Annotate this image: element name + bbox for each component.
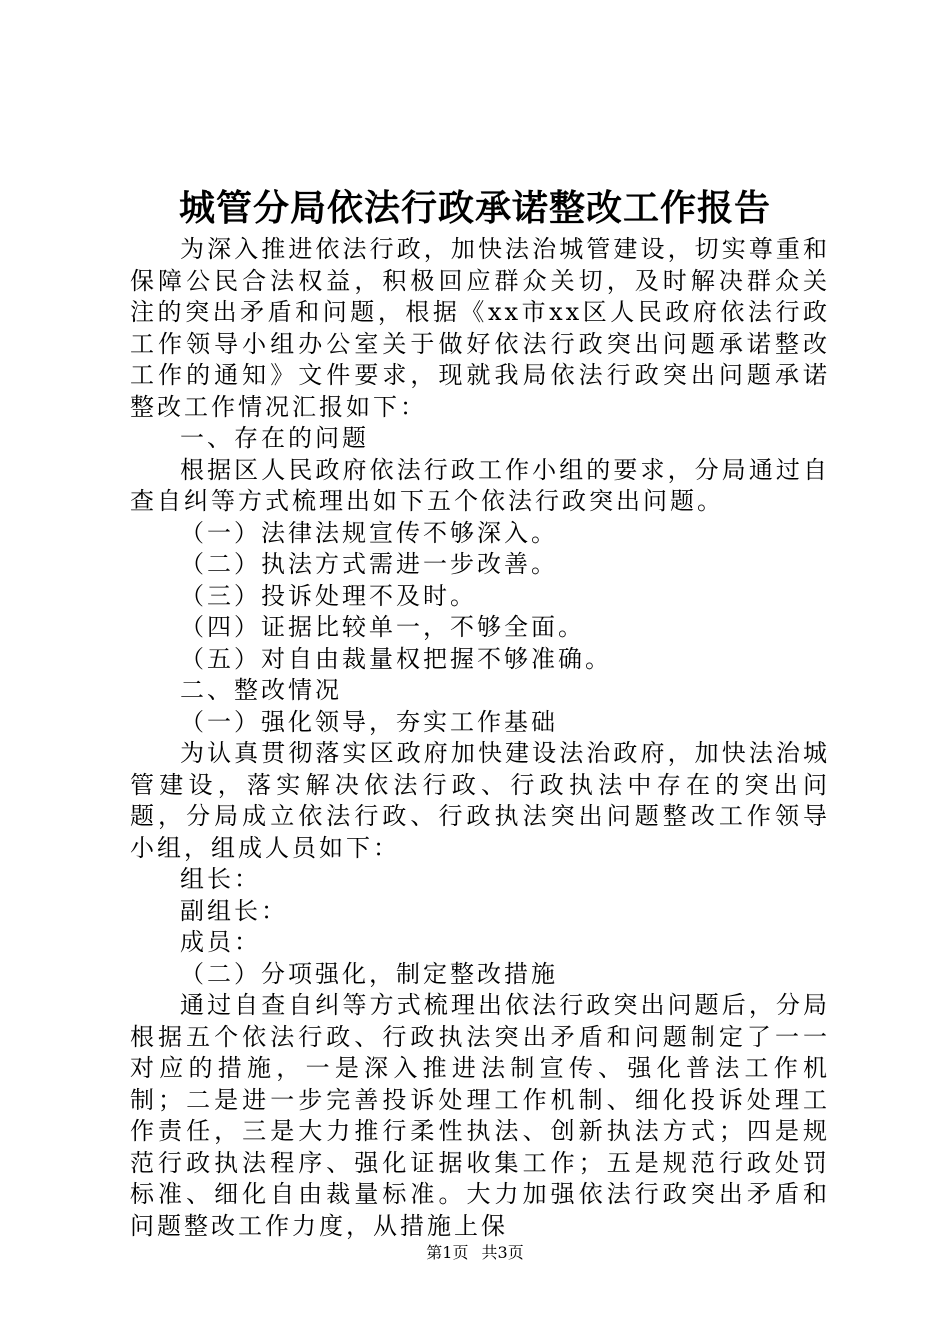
problem-item-5: （五）对自由裁量权把握不够准确。 [180,644,612,673]
page-footer [0,1240,950,1266]
measures-paragraph: 通过自查自纠等方式梳理出依法行政突出问题后，分局根据五个依法行政、行政执法突出矛盾和问题制定了一一对应的措施，一是深入推进法制宣传、强化普法工作机制；二是进一步完善投诉处理工作机制、细化投诉处理工作责任，三是大力推行柔性执法、创新执法方式；四是规范行政执法程序、强化证据收集工作；五是规范行政处罚标准、细化自由裁量标准。大力加强依法行政突出矛盾和问题整改工作力度，从措施上保 [130,991,830,1240]
intro-paragraph: 为深入推进依法行政，加快法治城管建设，切实尊重和保障公民合法权益，积极回应群众关切，及时解决群众关注的突出矛盾和问题，根据《xx市xx区人民政府依法行政工作领导小组办公室关于做好依法行政突出问题承诺整改工作的通知》文件要求，现就我局依法行政突出问题承诺整改工作情况汇报如下： [130,235,830,421]
subheading-leadership: （一）强化领导，夯实工作基础 [180,707,558,736]
problem-item-2: （二）执法方式需进一步改善。 [180,550,558,578]
document-body [130,234,830,1242]
page-number: 第1页 [426,1243,469,1262]
deputy-leader-line: 副组长： [180,896,288,925]
members-line: 成员： [180,928,261,956]
leadership-paragraph: 为认真贯彻落实区政府加快建设法治政府，加快法治城管建设，落实解决依法行政、行政执法中存在的突出问题，分局成立依法行政、行政执法突出问题整改工作领导小组，组成人员如下： [130,739,830,862]
problem-item-4: （四）证据比较单一，不够全面。 [180,613,585,641]
team-leader-line: 组长： [180,865,261,893]
subheading-measures: （二）分项强化，制定整改措施 [180,959,558,988]
problems-paragraph: 根据区人民政府依法行政工作小组的要求，分局通过自查自纠等方式梳理出如下五个依法行政突出问题。 [130,455,830,515]
problem-item-1: （一）法律法规宣传不够深入。 [180,518,558,547]
document-title: 城管分局依法行政承诺整改工作报告 [178,187,771,229]
problem-item-3: （三）投诉处理不及时。 [180,581,477,610]
section-heading-problems: 一、存在的问题 [180,424,369,452]
page-total: 共3页 [481,1243,524,1262]
section-heading-rectification: 二、整改情况 [180,676,342,704]
